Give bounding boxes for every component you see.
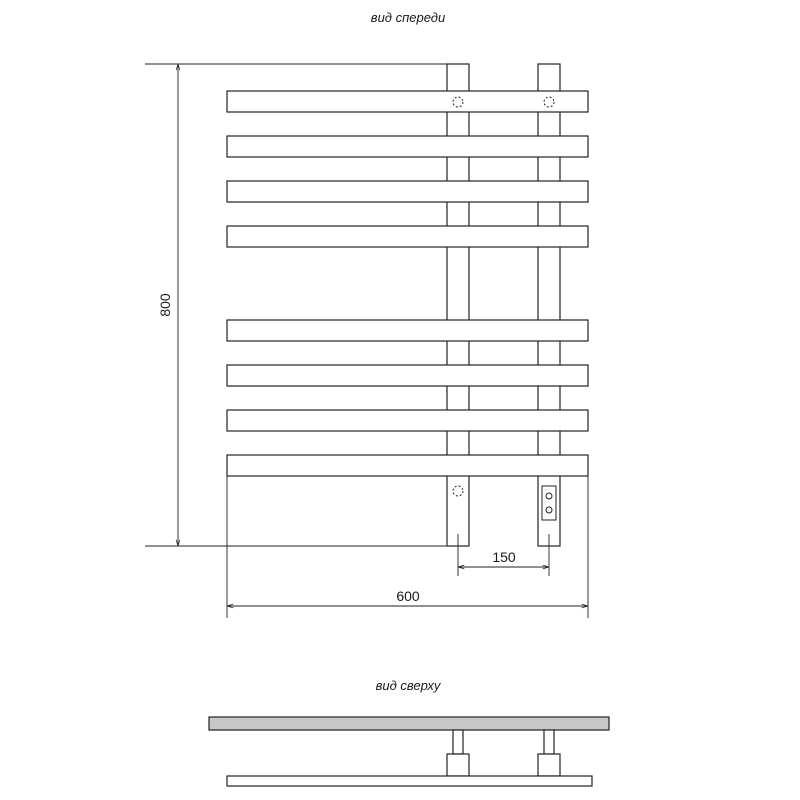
bracket-stem — [453, 730, 463, 754]
rail-top-view — [227, 776, 592, 786]
rail — [227, 136, 588, 157]
bracket-stem — [544, 730, 554, 754]
rail — [227, 410, 588, 431]
rail — [227, 91, 588, 112]
rail — [227, 455, 588, 476]
front-view — [227, 64, 588, 546]
top-view — [209, 717, 609, 786]
rail — [227, 226, 588, 247]
rail — [227, 365, 588, 386]
bracket-base — [538, 754, 560, 776]
front-view-title: вид спереди — [370, 10, 446, 25]
wall-plate — [209, 717, 609, 730]
width-dimension-label: 600 — [396, 588, 420, 604]
rail — [227, 320, 588, 341]
height-dimension-label: 800 — [157, 293, 173, 317]
pipe-spacing-label: 150 — [492, 549, 516, 565]
heater-connector — [542, 486, 556, 520]
top-view-title: вид сверху — [375, 678, 441, 693]
bracket-base — [447, 754, 469, 776]
rail — [227, 181, 588, 202]
